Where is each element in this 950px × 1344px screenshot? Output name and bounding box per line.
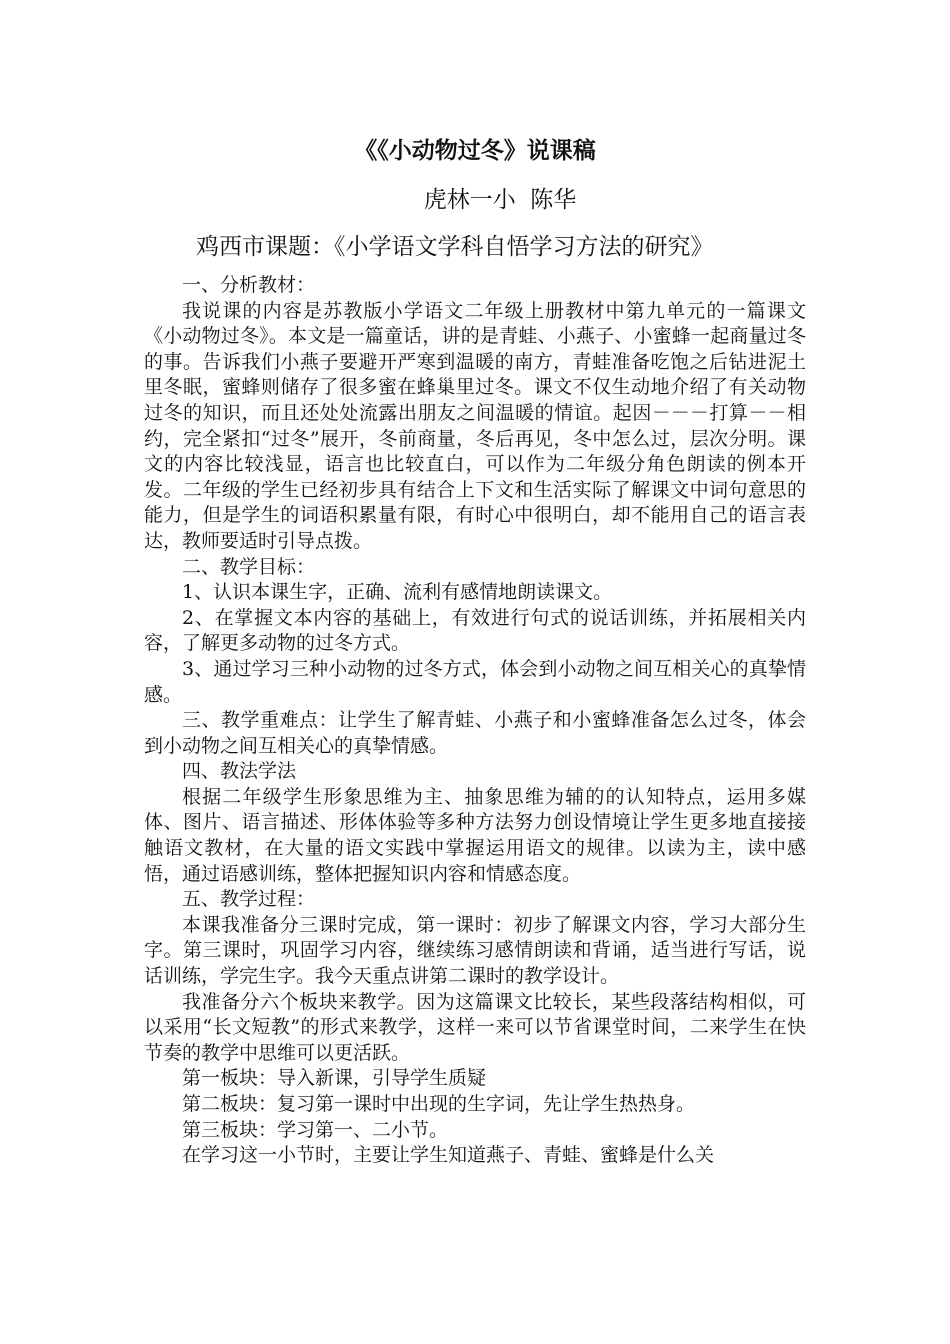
goal-item: 2、在掌握文本内容的基础上，有效进行句式的说话训练，并拓展相关内容，了解更多动物的过冬方式。 xyxy=(144,606,806,655)
section-heading-analysis: 一、分析教材： xyxy=(182,274,316,296)
document-body xyxy=(144,273,806,1169)
module-item: 第一板块：导入新课，引导学生质疑 xyxy=(182,1067,487,1090)
section-heading-methods: 四、教法学法 xyxy=(182,760,297,783)
section-heading-process: 五、教学过程： xyxy=(182,888,316,911)
section-heading-key-points: 三、教学重难点：让学生了解青蛙、小燕子和小蜜蜂准备怎么过冬，体会到小动物之间互相关心的真挚情感。 xyxy=(144,709,806,757)
paragraph: 在学习这一小节时，主要让学生知道燕子、青蛙、蜜蜂是什么关 xyxy=(182,1144,715,1167)
paragraph: 根据二年级学生形象思维为主、抽象思维为辅的的认知特点，运用多媒体、图片、语言描述、形体体验等多种方法努力创设情境让学生更多地直接接触语文教材，在大量的语文实践中掌握运用语文的规律。以读为主，读中感悟，通过语感训练，整体把握知识内容和情感态度。 xyxy=(144,785,806,885)
section-heading-goals: 二、教学目标： xyxy=(182,555,316,578)
goal-item: 1、认识本课生字，正确、流利有感情地朗读课文。 xyxy=(182,581,613,604)
paragraph: 本课我准备分三课时完成，第一课时：初步了解课文内容，学习大部分生字。第三课时，巩固学习内容，继续练习感情朗读和背诵，适当进行写话，说话训练，学完生字。我今天重点讲第二课时的教学设计。 xyxy=(144,913,806,988)
author-line: 虎林一小 陈华 xyxy=(423,187,577,213)
document-title: 《《小动物过冬》说课稿 xyxy=(354,137,596,164)
module-item: 第二板块：复习第一课时中出现的生字词，先让学生热热身。 xyxy=(182,1093,696,1115)
module-item: 第三板块：学习第一、二小节。 xyxy=(182,1118,449,1141)
goal-item: 3、通过学习三种小动物的过冬方式，体会到小动物之间互相关心的真挚情感。 xyxy=(144,657,806,706)
paragraph: 我说课的内容是苏教版小学语文二年级上册教材中第九单元的一篇课文《小动物过冬》。本文是一篇童话，讲的是青蛙、小燕子、小蜜蜂一起商量过冬的事。告诉我们小燕子要避开严寒到温暖的南方，青蛙准备吃饱之后钻进泥土里冬眠，蜜蜂则储存了很多蜜在蜂巢里过冬。课文不仅生动地介绍了有关动物过冬的知识，而且还处处流露出朋友之间温暖的情谊。起因－－－打算－－相约，完全紧扣“过冬”展开，冬前商量，冬后再见，冬中怎么过，层次分明。课文的内容比较浅显，语言也比较直白，可以作为二年级分角色朗读的例本开发。二年级的学生已经初步具有结合上下文和生活实际了解课文中词句意思的能力，但是学生的词语积累量有限，有时心中很明白，却不能用自己的语言表达，教师要适时引导点拨。 xyxy=(144,299,806,552)
paragraph: 我准备分六个板块来教学。因为这篇课文比较长，某些段落结构相似，可以采用“长文短教”的形式来教学，这样一来可以节省课堂时间，二来学生在快节奏的教学中思维可以更活跃。 xyxy=(144,990,806,1064)
research-topic: 鸡西市课题：《小学语文学科自悟学习方法的研究》 xyxy=(196,234,714,260)
